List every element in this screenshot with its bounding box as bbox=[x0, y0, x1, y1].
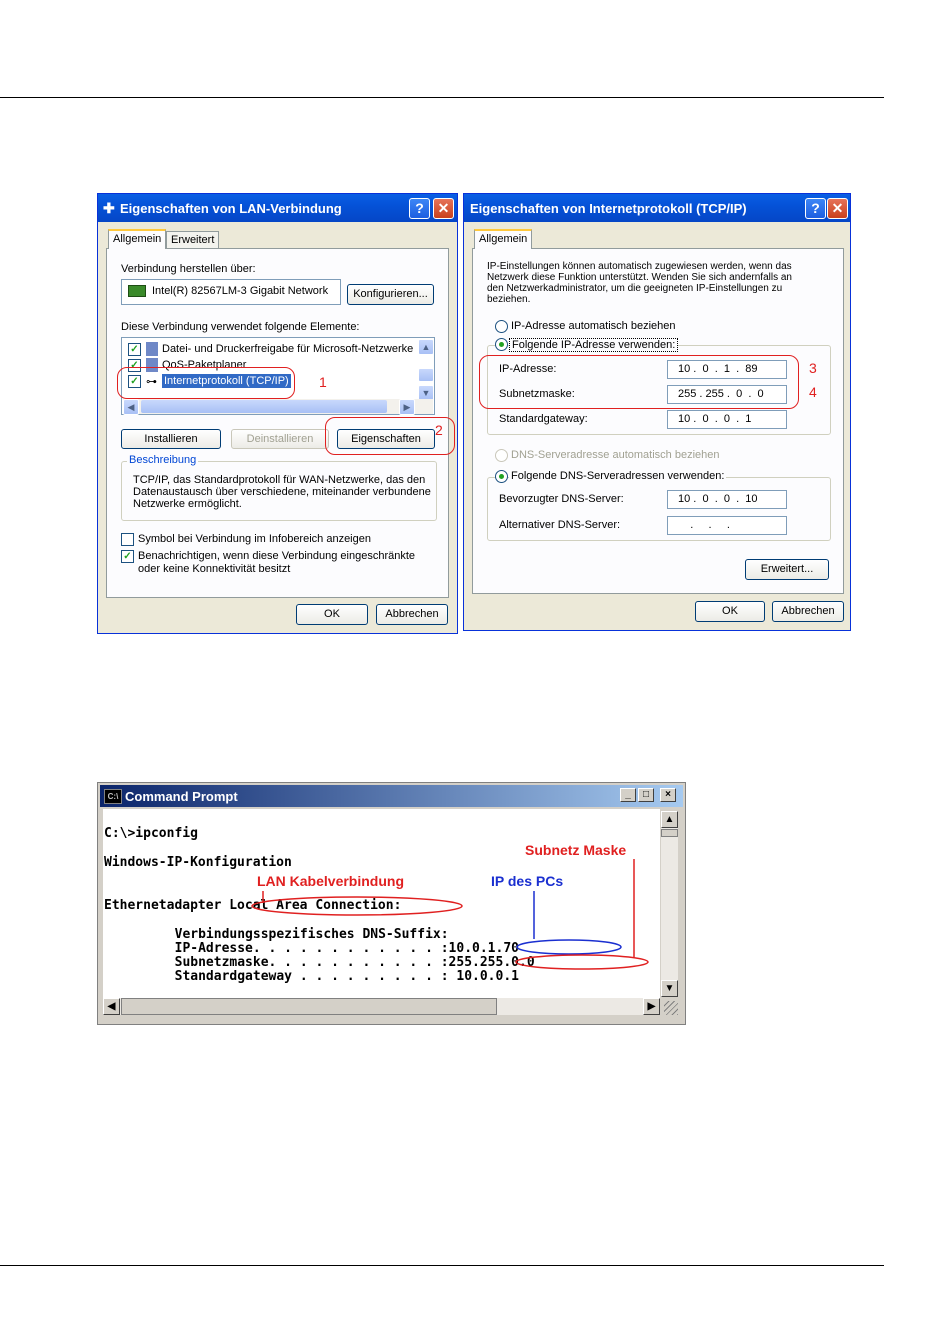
marker-2: 2 bbox=[435, 422, 443, 438]
hscroll-thumb[interactable] bbox=[121, 998, 497, 1015]
list-hscrollbar[interactable] bbox=[123, 399, 433, 414]
help-button[interactable]: ? bbox=[409, 198, 430, 219]
ok-button[interactable]: OK bbox=[695, 601, 765, 622]
header-rule bbox=[0, 97, 884, 98]
list-scroll-thumb[interactable] bbox=[418, 368, 434, 382]
annotation-subnet: Subnetz Maske bbox=[525, 842, 627, 858]
intro-text: IP-Einstellungen können automatisch zugewiesen werden, wenn das Netzwerk diese Funktion unterstützt. Wenden Sie sich andernfalls an den Netzwerkadministrator, um die geeigneten IP-Einstellungen zu beziehen. bbox=[487, 261, 792, 305]
general-tab-panel bbox=[106, 248, 449, 598]
description-title: Beschreibung bbox=[129, 454, 197, 466]
lan-dialog-title: Eigenschaften von LAN-Verbindung bbox=[120, 201, 342, 216]
preferred-dns-input[interactable]: 10 . 0 . 0 . 10 bbox=[667, 490, 787, 509]
lan-properties-dialog bbox=[97, 193, 458, 634]
element-label-selected: Internetprotokoll (TCP/IP) bbox=[164, 375, 289, 387]
elements-label: Diese Verbindung verwendet folgende Elemente: bbox=[121, 321, 360, 333]
element-checkbox[interactable]: ✓ bbox=[128, 375, 141, 388]
tab-allgemein[interactable]: Allgemein bbox=[108, 229, 166, 249]
uninstall-button[interactable]: Deinstallieren bbox=[231, 429, 329, 449]
tcp-dialog-title: Eigenschaften von Internetprotokoll (TCP/IP) bbox=[470, 201, 747, 216]
console-line: Windows-IP-Konfiguration bbox=[104, 855, 292, 870]
show-icon-checkbox[interactable] bbox=[121, 533, 134, 546]
footer-rule bbox=[0, 1265, 884, 1266]
preferred-dns-label: Bevorzugter DNS-Server: bbox=[499, 493, 624, 505]
subnet-label: Subnetzmaske: bbox=[499, 388, 575, 400]
notify-label: Benachrichtigen, wenn diese Verbindung eingeschränkte oder keine Konnektivität besitzt bbox=[138, 550, 416, 575]
alternate-dns-label: Alternativer DNS-Server: bbox=[499, 519, 621, 531]
protocol-icon: ⊶ bbox=[146, 376, 157, 388]
highlight-tcpip bbox=[117, 367, 295, 399]
close-icon[interactable]: × bbox=[660, 788, 676, 802]
command-prompt-window bbox=[97, 782, 686, 1025]
annotation-overlay bbox=[103, 809, 660, 998]
subnet-mask-input[interactable]: 255 . 255 . 0 . 0 bbox=[667, 385, 787, 404]
console-area[interactable] bbox=[103, 809, 660, 998]
cmd-title: Command Prompt bbox=[125, 789, 238, 804]
list-scroll-up-icon[interactable]: ▲ bbox=[418, 339, 434, 355]
list-scroll-left-icon[interactable]: ◀ bbox=[123, 399, 139, 415]
tcpip-properties-dialog bbox=[463, 193, 851, 631]
annotation-lan: LAN Kabelverbindung bbox=[257, 873, 405, 889]
configure-button[interactable]: Konfigurieren... bbox=[347, 284, 434, 305]
manual-dns-radio[interactable] bbox=[495, 470, 508, 483]
console-line: Verbindungsspezifisches DNS-Suffix: bbox=[112, 927, 449, 942]
element-checkbox[interactable]: ✓ bbox=[128, 343, 141, 356]
minimize-icon[interactable]: _ bbox=[620, 788, 636, 802]
adapter-field bbox=[121, 279, 341, 305]
cmd-titlebar[interactable] bbox=[100, 785, 683, 807]
console-line: C:\>ipconfig bbox=[104, 826, 198, 841]
cmd-vscrollbar[interactable] bbox=[661, 811, 678, 997]
list-item[interactable] bbox=[126, 342, 416, 358]
install-button[interactable]: Installieren bbox=[121, 429, 221, 449]
manual-ip-radio[interactable] bbox=[495, 338, 508, 351]
element-label: QoS-Paketplaner bbox=[162, 359, 247, 371]
console-line: Subnetzmaske. . . . . . . . . . . :255.255.0.0 bbox=[112, 955, 535, 970]
resize-grip-icon[interactable] bbox=[664, 1001, 678, 1015]
ok-button[interactable]: OK bbox=[296, 604, 368, 625]
close-button[interactable]: ✕ bbox=[827, 198, 848, 219]
scroll-up-icon[interactable]: ▲ bbox=[661, 811, 678, 828]
maximize-icon[interactable]: □ bbox=[638, 788, 654, 802]
ip-label: IP-Adresse: bbox=[499, 363, 557, 375]
tab-allgemein[interactable]: Allgemein bbox=[474, 229, 532, 249]
printer-network-icon bbox=[146, 342, 158, 356]
advanced-button[interactable]: Erweitert... bbox=[745, 559, 829, 580]
cmd-app-icon: C:\ bbox=[104, 789, 122, 804]
ip-address-input[interactable]: 10 . 0 . 1 . 89 bbox=[667, 360, 787, 379]
console-line: Ethernetadapter Local Area Connection: bbox=[104, 898, 402, 913]
annotation-ip: IP des PCs bbox=[491, 873, 564, 889]
scroll-right-icon[interactable]: ▶ bbox=[643, 998, 660, 1015]
adapter-name: Intel(R) 82567LM-3 Gigabit Network bbox=[152, 285, 329, 297]
help-button[interactable]: ? bbox=[805, 198, 826, 219]
scroll-down-icon[interactable]: ▼ bbox=[661, 980, 678, 997]
show-icon-label: Symbol bei Verbindung im Infobereich anzeigen bbox=[138, 533, 371, 545]
console-line: Standardgateway . . . . . . . . . : 10.0.0.1 bbox=[112, 969, 519, 984]
alternate-dns-input[interactable]: . . . bbox=[667, 516, 787, 535]
gateway-input[interactable]: 10 . 0 . 0 . 1 bbox=[667, 410, 787, 429]
lan-dialog-titlebar[interactable] bbox=[98, 194, 457, 222]
scroll-left-icon[interactable]: ◀ bbox=[103, 998, 120, 1015]
close-button[interactable]: ✕ bbox=[433, 198, 454, 219]
highlight-ip-subnet bbox=[479, 355, 799, 409]
tab-erweitert[interactable]: Erweitert bbox=[166, 231, 219, 249]
auto-ip-radio[interactable] bbox=[495, 320, 508, 333]
auto-dns-radio[interactable] bbox=[495, 449, 508, 462]
cancel-button[interactable]: Abbrechen bbox=[772, 601, 844, 622]
marker-4: 4 bbox=[809, 384, 817, 400]
element-checkbox[interactable]: ✓ bbox=[128, 359, 141, 372]
manual-dns-label: Folgende DNS-Serveradressen verwenden: bbox=[511, 470, 725, 482]
scroll-thumb[interactable] bbox=[661, 829, 678, 837]
list-scroll-right-icon[interactable]: ▶ bbox=[399, 399, 415, 415]
console-line: IP-Adresse. . . . . . . . . . . . :10.0.1.70 bbox=[112, 941, 519, 956]
list-hscroll-thumb[interactable] bbox=[141, 400, 387, 413]
manual-ip-label: Folgende IP-Adresse verwenden: bbox=[509, 338, 678, 352]
description-text: TCP/IP, das Standardprotokoll für WAN-Netzwerke, das den Datenaustausch über verschiedene, miteinander verbundene Netzwerke ermöglicht. bbox=[133, 474, 431, 510]
gateway-label: Standardgateway: bbox=[499, 413, 588, 425]
list-scroll-down-icon[interactable]: ▼ bbox=[418, 385, 434, 401]
marker-1: 1 bbox=[319, 374, 327, 390]
general-tab-panel bbox=[472, 248, 844, 594]
network-icon: ✚ bbox=[103, 200, 115, 216]
auto-ip-label: IP-Adresse automatisch beziehen bbox=[511, 320, 676, 332]
marker-3: 3 bbox=[809, 360, 817, 376]
tcp-dialog-titlebar[interactable] bbox=[464, 194, 850, 222]
cancel-button[interactable]: Abbrechen bbox=[376, 604, 448, 625]
connect-via-label: Verbindung herstellen über: bbox=[121, 263, 256, 275]
notify-checkbox[interactable]: ✓ bbox=[121, 550, 134, 563]
element-label: Datei- und Druckerfreigabe für Microsoft-Netzwerke bbox=[162, 343, 414, 355]
properties-button[interactable]: Eigenschaften bbox=[337, 429, 435, 449]
cmd-hscrollbar[interactable] bbox=[103, 998, 660, 1015]
auto-dns-label: DNS-Serveradresse automatisch beziehen bbox=[511, 449, 720, 461]
network-card-icon bbox=[128, 285, 146, 297]
